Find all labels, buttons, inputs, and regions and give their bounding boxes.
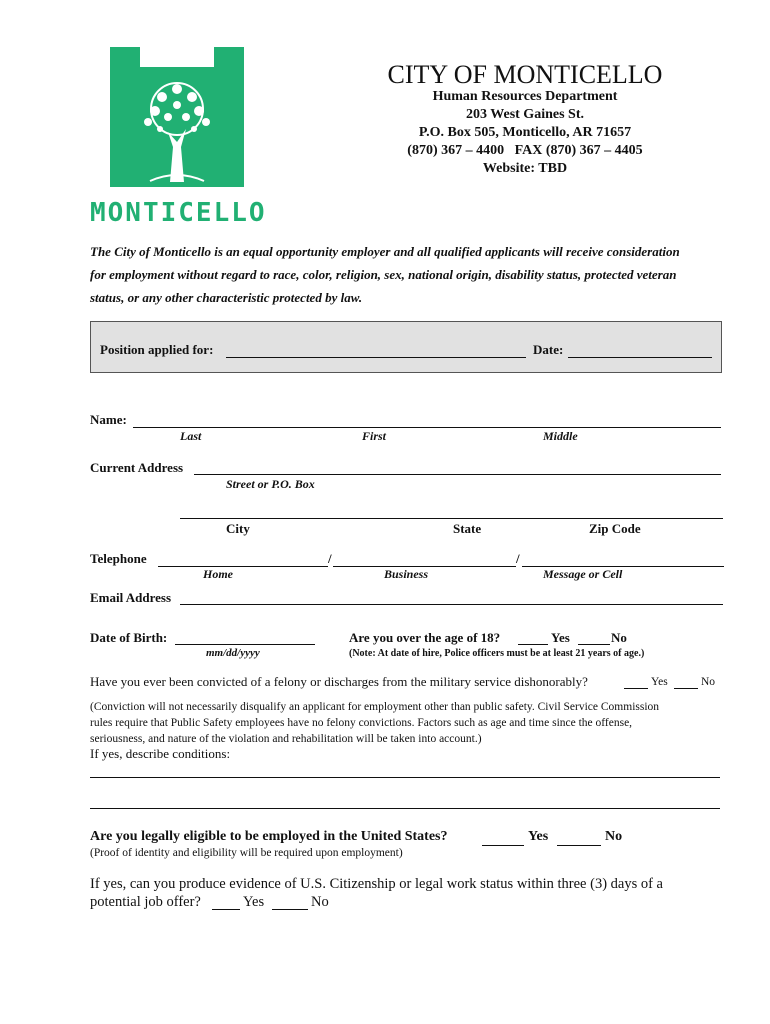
eeo-line: for employment without regard to race, color, religion, sex, national origin, disability status, protected veteran	[90, 267, 677, 282]
dob-label: Date of Birth:	[90, 630, 168, 645]
evidence-no-input[interactable]	[272, 909, 308, 910]
phone-fax: (870) 367 – 4400 FAX (870) 367 – 4405	[407, 143, 643, 158]
eligibility-no-input[interactable]	[557, 845, 601, 846]
eeo-statement	[90, 240, 730, 309]
felony-yes-input[interactable]	[624, 688, 648, 689]
evidence-yes-input[interactable]	[212, 909, 240, 910]
name-last-caption: Last	[180, 429, 202, 443]
age-yes-label: Yes	[551, 630, 570, 645]
felony-note	[90, 699, 730, 747]
name-middle-caption: Middle	[543, 429, 578, 443]
street-input[interactable]	[194, 474, 721, 475]
name-first-caption: First	[362, 429, 387, 443]
slash-divider: /	[516, 551, 520, 566]
home-phone-input[interactable]	[158, 566, 328, 567]
name-label: Name:	[90, 412, 127, 427]
eligibility-yes-input[interactable]	[482, 845, 524, 846]
eligibility-no-label: No	[605, 829, 623, 844]
eligibility-question: Are you legally eligible to be employed in the United States?	[90, 829, 448, 844]
website: Website: TBD	[482, 161, 568, 176]
home-caption: Home	[203, 567, 233, 581]
felony-no-label: No	[701, 676, 716, 688]
felony-no-input[interactable]	[674, 688, 698, 689]
dob-input[interactable]	[175, 644, 315, 645]
eeo-line: The City of Monticello is an equal opportunity employer and all qualified applicants will receive consideration	[90, 244, 680, 259]
felony-note-line: seriousness, and nature of the violation and rehabilitation will be taken into account.)	[90, 733, 482, 745]
message-caption: Message or Cell	[543, 567, 623, 581]
felony-describe-line-2[interactable]	[90, 808, 720, 809]
felony-note-line: (Conviction will not necessarily disqualify an applicant for employment other than public safety. Civil Service Commission	[90, 701, 660, 713]
evidence-yes-label: Yes	[243, 894, 265, 910]
evidence-question-line-2: potential job offer?	[90, 894, 201, 910]
age-note: (Note: At date of hire, Police officers must be at least 21 years of age.)	[349, 648, 645, 659]
felony-describe-label: If yes, describe conditions:	[90, 746, 231, 761]
logo-wordmark: MONTICELLO	[90, 198, 267, 228]
zip-caption: Zip Code	[589, 521, 641, 536]
telephone-label: Telephone	[90, 551, 147, 566]
date-label: Date:	[533, 342, 564, 357]
address-line-2: P.O. Box 505, Monticello, AR 71657	[418, 125, 632, 140]
hr-department: Human Resources Department	[432, 89, 618, 104]
address-label: Current Address	[90, 460, 184, 475]
age-yes-input[interactable]	[518, 644, 548, 645]
city-state-zip-input[interactable]	[180, 518, 723, 519]
felony-question: Have you ever been convicted of a felony or discharges from the military service dishonorably?	[90, 674, 588, 689]
felony-describe-line-1[interactable]	[90, 777, 720, 778]
date-input[interactable]	[568, 357, 712, 358]
dob-format-caption: mm/dd/yyyy	[206, 647, 260, 659]
eligibility-note: (Proof of identity and eligibility will be required upon employment)	[90, 847, 403, 859]
address-line-1: 203 West Gaines St.	[466, 107, 584, 122]
age-question: Are you over the age of 18?	[349, 630, 501, 645]
evidence-no-label: No	[311, 894, 329, 910]
position-label: Position applied for:	[100, 342, 214, 357]
email-label: Email Address	[90, 590, 172, 605]
state-caption: State	[453, 521, 482, 536]
eligibility-yes-label: Yes	[528, 829, 549, 844]
page-title: CITY OF MONTICELLO	[387, 60, 663, 89]
age-no-label: No	[611, 630, 627, 645]
logo-tree-box	[110, 47, 244, 187]
age-no-input[interactable]	[578, 644, 610, 645]
business-caption: Business	[384, 567, 429, 581]
position-input[interactable]	[226, 357, 526, 358]
tree-icon	[110, 47, 244, 187]
felony-note-line: rules require that Public Safety employees have no felony convictions. Factors such as age and time since the offense,	[90, 717, 633, 729]
slash-divider: /	[328, 551, 332, 566]
city-caption: City	[226, 521, 250, 536]
eeo-line: status, or any other characteristic protected by law.	[90, 290, 363, 305]
email-input[interactable]	[180, 604, 723, 605]
evidence-question-line-1: If yes, can you produce evidence of U.S. Citizenship or legal work status within three (3) days of a	[90, 876, 663, 892]
name-input[interactable]	[133, 427, 721, 428]
felony-yes-label: Yes	[651, 676, 668, 688]
street-caption: Street or P.O. Box	[226, 477, 315, 491]
